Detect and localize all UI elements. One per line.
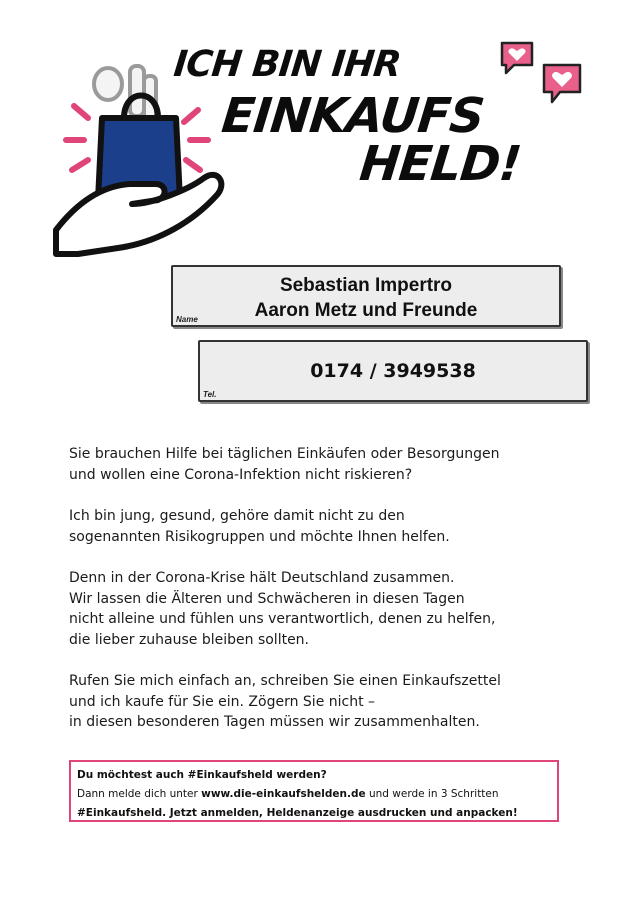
name-value-line-2: Aaron Metz und Freunde bbox=[254, 300, 478, 321]
phone-field bbox=[198, 340, 588, 402]
text-line: Sie brauchen Hilfe bei täglichen Einkäufen oder Besorgungen bbox=[69, 446, 500, 462]
text-line: Denn in der Corona-Krise hält Deutschland zusammen. bbox=[69, 570, 455, 586]
cta-box bbox=[69, 760, 559, 822]
text-line: Wir lassen die Älteren und Schwächeren in diesen Tagen bbox=[69, 590, 465, 607]
headline-line-2: EINKAUFS bbox=[219, 88, 487, 144]
cta-title: Du möchtest auch #Einkaufsheld werden? bbox=[77, 769, 327, 781]
name-value bbox=[173, 273, 559, 323]
text-line: nicht alleine und fühlen uns verantwortlich, denen zu helfen, bbox=[69, 611, 496, 627]
name-field bbox=[171, 265, 561, 327]
paragraph bbox=[69, 506, 549, 547]
phone-label: Tel. bbox=[203, 390, 217, 399]
cta-line-2 bbox=[77, 785, 557, 804]
cta-line-2-post: und werde in 3 Schritten bbox=[365, 788, 499, 800]
text-line: und wollen eine Corona-Infektion nicht riskieren? bbox=[69, 466, 413, 483]
text-line: und ich kaufe für Sie ein. Zögern Sie nicht – bbox=[69, 693, 376, 710]
paragraph bbox=[69, 671, 549, 733]
text-line: Ich bin jung, gesund, gehöre damit nicht zu den bbox=[69, 508, 405, 524]
text-line: Rufen Sie mich einfach an, schreiben Sie einen Einkaufszettel bbox=[69, 673, 501, 689]
paragraph bbox=[69, 444, 549, 485]
phone-value: 0174 / 3949538 bbox=[310, 360, 476, 382]
paragraph bbox=[69, 568, 549, 650]
name-value-line-1: Sebastian Impertro bbox=[279, 275, 453, 296]
name-label: Name bbox=[176, 315, 198, 324]
text-line: in diesen besonderen Tagen müssen wir zusammenhalten. bbox=[69, 714, 480, 730]
text-line: die lieber zuhause bleiben sollten. bbox=[69, 631, 310, 648]
cta-line-2-pre: Dann melde dich unter bbox=[77, 788, 202, 800]
cta-line-3: #Einkaufsheld. Jetzt anmelden, Heldenanzeige ausdrucken und anpacken! bbox=[77, 807, 518, 819]
headline bbox=[160, 44, 550, 194]
website-link[interactable]: www.die-einkaufshelden.de bbox=[201, 788, 366, 800]
body-text bbox=[69, 444, 549, 754]
text-line: sogenannten Risikogruppen und möchte Ihnen helfen. bbox=[69, 528, 450, 545]
headline-line-1: ICH BIN IHR bbox=[171, 44, 403, 85]
headline-line-3: HELD! bbox=[357, 136, 524, 192]
